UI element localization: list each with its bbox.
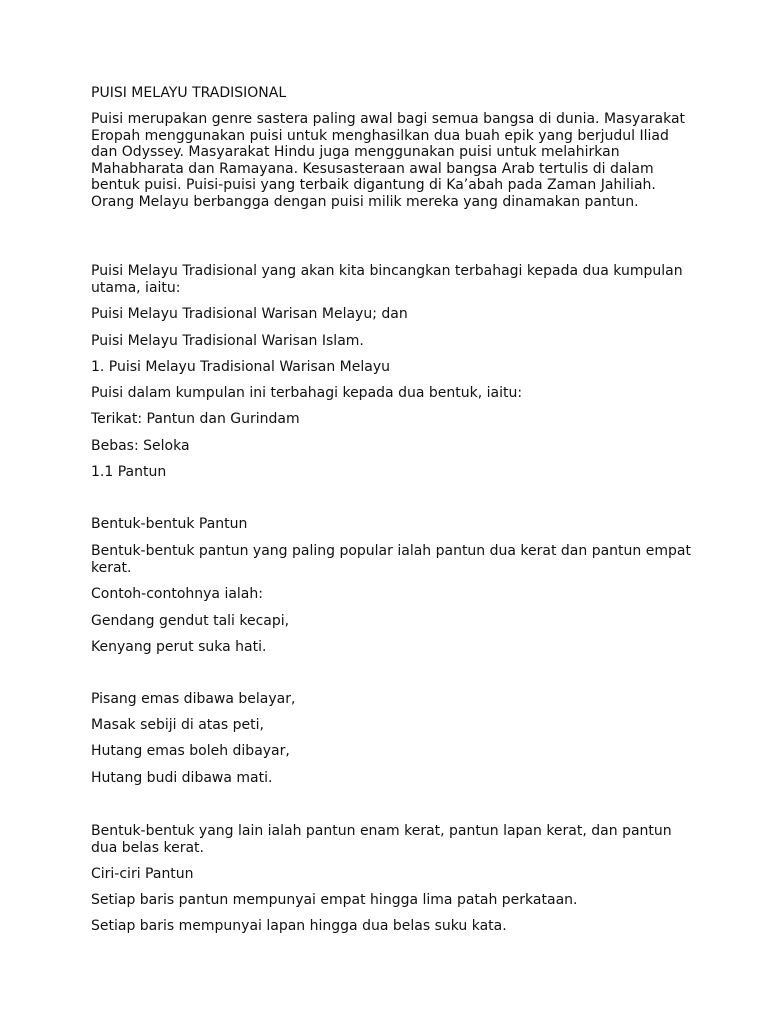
paragraph: Puisi Melayu Tradisional Warisan Melayu; dan xyxy=(91,306,408,322)
paragraph: Setiap baris pantun mempunyai empat hingga lima patah perkataan. xyxy=(91,892,578,908)
subsection-heading: 1.1 Pantun xyxy=(91,464,167,480)
pantun-line: Hutang emas boleh dibayar, xyxy=(91,743,290,759)
paragraph: Puisi Melayu Tradisional yang akan kita bincangkan terbahagi kepada dua kumpulan utama, iaitu: xyxy=(91,263,683,296)
paragraph: Contoh-contohnya ialah: xyxy=(91,586,263,602)
paragraph: Terikat: Pantun dan Gurindam xyxy=(91,411,300,427)
subsection-heading: Ciri-ciri Pantun xyxy=(91,866,194,882)
intro-paragraph: Puisi merupakan genre sastera paling awal bagi semua bangsa di dunia. Masyarakat Eropah menggunakan puisi untuk menghasilkan dua buah epik yang berjudul Iliad dan Odyssey. Masyarakat Hindu juga menggunakan puisi untuk melahirkan Mahabharata dan Ramayana. Kesusasteraan awal bangsa Arab tertulis di dalam bentuk puisi. Puisi-puisi yang terbaik digantung di Ka’abah pada Zaman Jahiliah. Orang Melayu berbangga dengan puisi milik mereka yang dinamakan pantun. xyxy=(91,111,686,210)
pantun-line: Masak sebiji di atas peti, xyxy=(91,717,264,733)
paragraph: Bebas: Seloka xyxy=(91,438,190,454)
section-heading: 1. Puisi Melayu Tradisional Warisan Melayu xyxy=(91,359,391,375)
paragraph: Puisi dalam kumpulan ini terbahagi kepada dua bentuk, iaitu: xyxy=(91,385,523,401)
paragraph: Puisi Melayu Tradisional Warisan Islam. xyxy=(91,333,364,349)
pantun-line: Gendang gendut tali kecapi, xyxy=(91,613,290,629)
document-title: PUISI MELAYU TRADISIONAL xyxy=(91,85,287,101)
pantun-line: Hutang budi dibawa mati. xyxy=(91,770,273,786)
pantun-line: Kenyang perut suka hati. xyxy=(91,639,267,655)
paragraph: Bentuk-bentuk yang lain ialah pantun enam kerat, pantun lapan kerat, dan pantun dua belas kerat. xyxy=(91,823,672,856)
paragraph: Setiap baris mempunyai lapan hingga dua belas suku kata. xyxy=(91,918,507,934)
paragraph: Bentuk-bentuk pantun yang paling popular ialah pantun dua kerat dan pantun empat kerat. xyxy=(91,543,691,576)
pantun-line: Pisang emas dibawa belayar, xyxy=(91,691,296,707)
subsection-heading: Bentuk-bentuk Pantun xyxy=(91,516,248,532)
